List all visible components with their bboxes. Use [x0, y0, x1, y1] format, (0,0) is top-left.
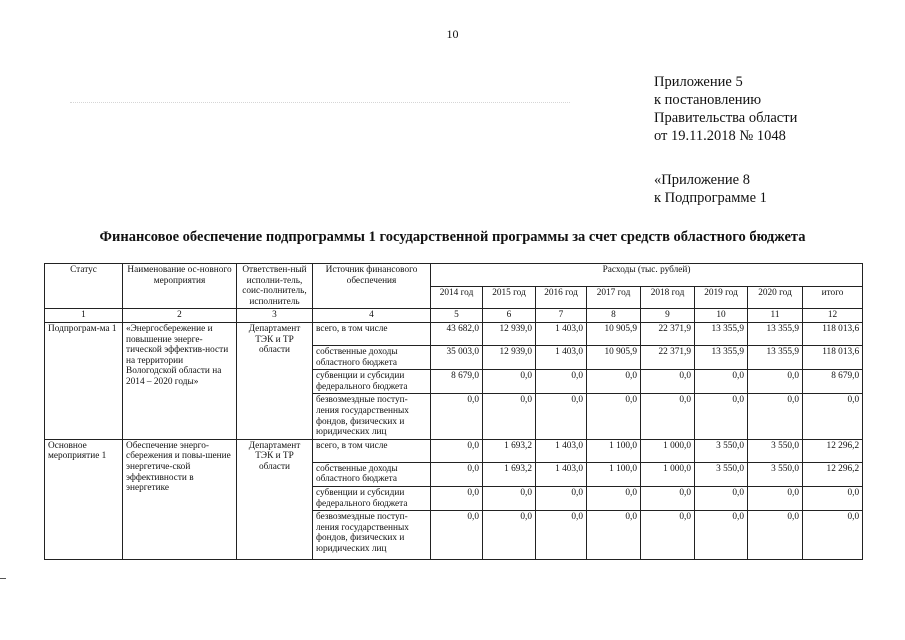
value-cell: 0,0 [748, 370, 803, 394]
value-cell: 0,0 [483, 394, 536, 439]
value-cell: 1 403,0 [536, 462, 587, 486]
value-cell: 12 939,0 [483, 322, 536, 345]
value-cell: 1 000,0 [641, 462, 695, 486]
table-row [45, 322, 863, 345]
source-cell: всего, в том числе [313, 322, 431, 345]
document-title: Финансовое обеспечение подпрограммы 1 государственной программы за счет средств областного бюджета [99, 229, 806, 245]
table-row [45, 439, 863, 462]
value-cell: 8 679,0 [431, 370, 483, 394]
header-year: 2016 год [536, 286, 587, 309]
measure-cell: Обеспечение энерго-сбережения и повы-шение энергетиче-ской эффективности в энергетике [123, 439, 237, 559]
source-cell: безвозмездные поступ-ления государственных фондов, физических и юридических лиц [313, 394, 431, 439]
source-cell: собственные доходы областного бюджета [313, 345, 431, 369]
value-cell: 43 682,0 [431, 322, 483, 345]
value-cell: 3 550,0 [748, 439, 803, 462]
responsible-cell: Департамент ТЭК и ТР области [237, 439, 313, 559]
header-year: 2017 год [587, 286, 641, 309]
value-cell: 0,0 [748, 394, 803, 439]
value-cell: 0,0 [641, 511, 695, 560]
column-number: 12 [803, 309, 863, 323]
header-year: 2014 год [431, 286, 483, 309]
value-cell: 0,0 [431, 486, 483, 510]
value-cell: 3 550,0 [748, 462, 803, 486]
annex-line: Приложение 5 [654, 74, 743, 90]
header-status: Статус [45, 264, 123, 309]
header-expenses: Расходы (тыс. рублей) [431, 264, 863, 287]
total-cell: 118 013,6 [803, 345, 863, 369]
value-cell: 1 100,0 [587, 462, 641, 486]
scan-artifact-line [70, 102, 570, 104]
column-number: 6 [483, 309, 536, 323]
column-number: 2 [123, 309, 237, 323]
column-number: 5 [431, 309, 483, 323]
value-cell: 0,0 [536, 394, 587, 439]
value-cell: 10 905,9 [587, 322, 641, 345]
value-cell: 22 371,9 [641, 322, 695, 345]
edge-mark [0, 578, 6, 579]
value-cell: 10 905,9 [587, 345, 641, 369]
value-cell: 1 403,0 [536, 345, 587, 369]
value-cell: 12 939,0 [483, 345, 536, 369]
header-responsible: Ответствен-ный исполни-тель, соис-полнитель, исполнитель [237, 264, 313, 309]
value-cell: 0,0 [641, 370, 695, 394]
annex-date-number: от 19.11.2018 № 1048 [654, 128, 786, 144]
annex-line: к Подпрограмме 1 [654, 190, 767, 206]
value-cell: 0,0 [587, 511, 641, 560]
column-number: 1 [45, 309, 123, 323]
value-cell: 3 550,0 [695, 462, 748, 486]
value-cell: 0,0 [695, 370, 748, 394]
source-cell: собственные доходы областного бюджета [313, 462, 431, 486]
table-body [45, 322, 863, 559]
value-cell: 0,0 [695, 486, 748, 510]
value-cell: 0,0 [695, 394, 748, 439]
value-cell: 0,0 [695, 511, 748, 560]
value-cell: 0,0 [431, 439, 483, 462]
header-year: 2018 год [641, 286, 695, 309]
total-cell: 118 013,6 [803, 322, 863, 345]
value-cell: 0,0 [587, 370, 641, 394]
annex-line: Правительства области [654, 110, 798, 126]
value-cell: 1 100,0 [587, 439, 641, 462]
value-cell: 13 355,9 [748, 345, 803, 369]
value-cell: 13 355,9 [695, 322, 748, 345]
total-cell: 0,0 [803, 394, 863, 439]
total-cell: 8 679,0 [803, 370, 863, 394]
value-cell: 0,0 [536, 370, 587, 394]
header-total: итого [803, 286, 863, 309]
value-cell: 0,0 [587, 394, 641, 439]
annex-spacer [654, 145, 797, 171]
column-number: 7 [536, 309, 587, 323]
value-cell: 0,0 [587, 486, 641, 510]
value-cell: 0,0 [641, 486, 695, 510]
column-number: 4 [313, 309, 431, 323]
page-number: 10 [446, 27, 459, 41]
value-cell: 0,0 [536, 511, 587, 560]
column-number-row [45, 309, 863, 323]
source-cell: субвенции и субсидии федерального бюджета [313, 486, 431, 510]
value-cell: 1 693,2 [483, 439, 536, 462]
source-cell: безвозмездные поступ-ления государственных фондов, физических и юридических лиц [313, 511, 431, 560]
header-year: 2020 год [748, 286, 803, 309]
value-cell: 35 003,0 [431, 345, 483, 369]
value-cell: 0,0 [536, 486, 587, 510]
value-cell: 0,0 [431, 462, 483, 486]
column-number: 10 [695, 309, 748, 323]
total-cell: 0,0 [803, 511, 863, 560]
header-year: 2015 год [483, 286, 536, 309]
header-measure: Наименование ос-новного мероприятия [123, 264, 237, 309]
column-number: 3 [237, 309, 313, 323]
value-cell: 1 000,0 [641, 439, 695, 462]
value-cell: 0,0 [641, 394, 695, 439]
total-cell: 12 296,2 [803, 439, 863, 462]
value-cell: 13 355,9 [695, 345, 748, 369]
financing-table [44, 263, 863, 560]
annex-line: к постановлению [654, 92, 762, 108]
value-cell: 22 371,9 [641, 345, 695, 369]
value-cell: 0,0 [483, 511, 536, 560]
column-number: 8 [587, 309, 641, 323]
value-cell: 0,0 [748, 511, 803, 560]
value-cell: 0,0 [431, 511, 483, 560]
value-cell: 0,0 [431, 394, 483, 439]
total-cell: 0,0 [803, 486, 863, 510]
annex-line: «Приложение 8 [654, 172, 750, 188]
value-cell: 13 355,9 [748, 322, 803, 345]
value-cell: 1 693,2 [483, 462, 536, 486]
value-cell: 0,0 [483, 486, 536, 510]
column-number: 9 [641, 309, 695, 323]
measure-cell: «Энергосбережение и повышение энерге-тической эффектив-ности на территории Вологодской области на 2014 – 2020 годы» [123, 322, 237, 439]
value-cell: 0,0 [748, 486, 803, 510]
column-number: 11 [748, 309, 803, 323]
value-cell: 1 403,0 [536, 322, 587, 345]
value-cell: 0,0 [483, 370, 536, 394]
header-year: 2019 год [695, 286, 748, 309]
status-cell: Основное мероприятие 1 [45, 439, 123, 559]
source-cell: всего, в том числе [313, 439, 431, 462]
responsible-cell: Департамент ТЭК и ТР области [237, 322, 313, 439]
source-cell: субвенции и субсидии федерального бюджета [313, 370, 431, 394]
table-header-row [45, 264, 863, 287]
annex-header [654, 73, 797, 207]
value-cell: 1 403,0 [536, 439, 587, 462]
total-cell: 12 296,2 [803, 462, 863, 486]
value-cell: 3 550,0 [695, 439, 748, 462]
header-source: Источник финансового обеспечения [313, 264, 431, 309]
status-cell: Подпрограм-ма 1 [45, 322, 123, 439]
